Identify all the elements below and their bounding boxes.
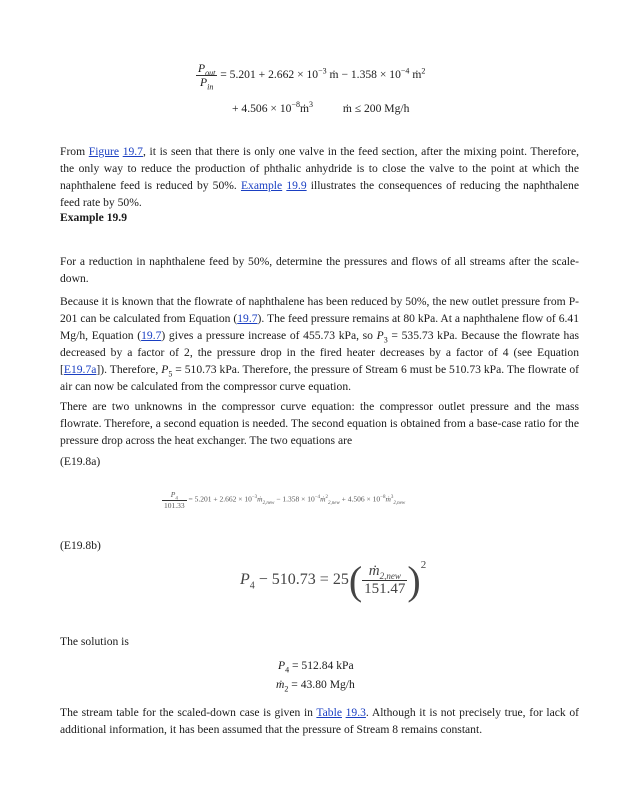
paragraph-solution-explanation: Because it is known that the flowrate of naphthalene has been reduced by 50%, the new outlet pressure from P-201 can be calculated from Equation (19.7). The feed pressure remains at 80 kPa. At a naphthalene flow of 6.41 Mg/h, Equation (19.7) gives a pressure increase of 455.73 kPa, so $P_3 = 535.73$ kPa. Because the flowrate has decreased by a factor of 2, the pressure drop in the fired heater decreases by a factor of 4 (see Equation [E19.7a]). Therefore, $P_5 = 510.73$ kPa. Therefore, the pressure of Stream 6 must be 510.73 kPa. The flowrate of air can now be calculated from the compressor curve equation.: [60, 295, 579, 393]
equation-label-e19-8b: (E19.8b): [60, 539, 101, 552]
example-link[interactable]: Example: [240, 179, 283, 192]
paragraph-figure-reference: From Figure 19.7, it is seen that there is only one valve in the feed section, after the mixing point. Therefore, the only way to reduce the production of phthalic anhydride is to close the valve to the point at which the naphthalene feed is reduced by 50%. Example 19.9 illustrates the consequences of reducing the naphthalene feed rate by 50%.: [60, 145, 580, 209]
equation-link-19-7-second[interactable]: 19.7: [141, 329, 162, 342]
equation-link-e19-7a[interactable]: E19.7a: [63, 363, 97, 376]
equation-e19-8a: $\frac{P_4}{101.33}$ = $5.201 + 2.662 \times 10^{-3}ṁ_{2,new} - 1.358$ × $10^{-4}ṁ^2_{2,new} + 4.506$ × $10^{-8}ṁ^3_{2,new}$: [164, 490, 406, 510]
table-number-link[interactable]: 19.3: [345, 706, 366, 719]
top-equation: $\frac{P_{out}}{P_{in}}$ = $5.201 + 2.662 \times 10^{-3}$ ṁ − $1.358 \times 10^{-4}$ ṁ$^2$: [198, 62, 426, 92]
top-equation-line2: + $4.506 \times 10^{-8}ṁ^3$ ṁ ≤ 200 Mg/h: [232, 100, 410, 115]
solution-flowrate: ṁ$_2$ = 43.80 Mg/h: [276, 678, 355, 694]
paragraph-two-unknowns: There are two unknowns in the compressor curve equation: the compressor outlet pressure and the mass flowrate. Therefore, a second equation is needed. The second equation is obtained from a base-case ratio for the pressure drop across the heat exchanger. The two equations are: [60, 400, 579, 447]
figure-link[interactable]: Figure: [88, 145, 120, 158]
equation-label-e19-8a: (E19.8a): [60, 455, 101, 468]
pressure-ratio-fraction: $\frac{P_{out}}{P_{in}}$: [198, 62, 216, 92]
paragraph-stream-table: The stream table for the scaled-down case is given in Table 19.3. Although it is not precisely true, for lack of additional information, it has been assumed that the pressure of Stream 8 remains constant.: [60, 706, 579, 736]
table-link[interactable]: Table: [316, 706, 342, 719]
figure-number-link[interactable]: 19.7: [122, 145, 143, 158]
solution-label: The solution is: [60, 635, 129, 648]
example-heading: Example 19.9: [60, 211, 127, 224]
example-number-link[interactable]: 19.9: [286, 179, 307, 192]
solution-pressure: $P_4 = 512.84$ kPa: [278, 659, 354, 675]
paragraph-problem-statement: For a reduction in naphthalene feed by 50%, determine the pressures and flows of all streams after the scale-down.: [60, 255, 579, 285]
equation-link-19-7[interactable]: 19.7: [237, 312, 258, 325]
equation-e19-8b: $P_4 - 510.73 = 25$( $\frac{ṁ_{2,new}}{151.47}$ )$^2$: [240, 558, 427, 603]
